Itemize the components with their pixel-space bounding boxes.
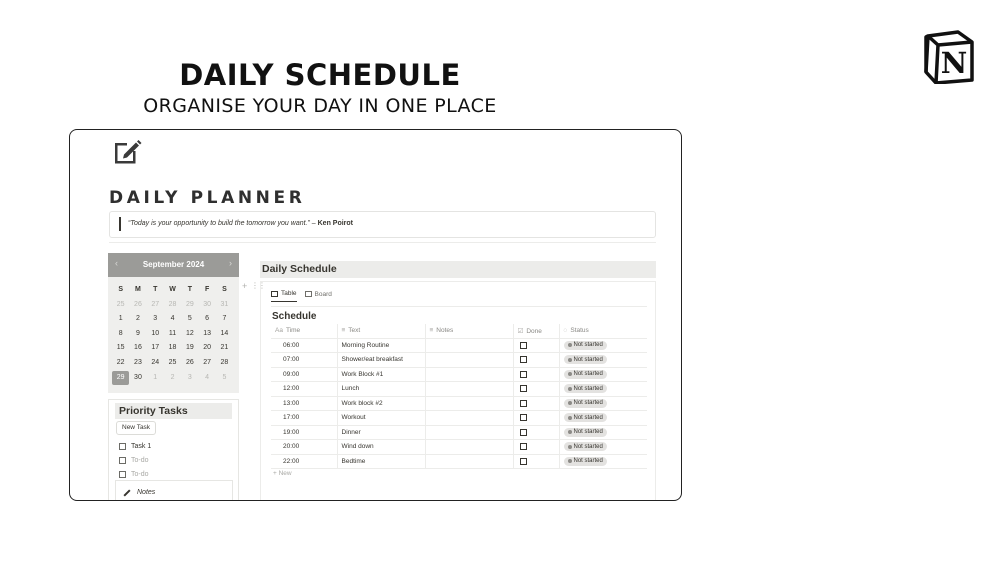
lines-icon: ≡ bbox=[429, 327, 434, 335]
cell-text[interactable]: Morning Routine bbox=[337, 338, 425, 353]
status-badge[interactable]: Not started bbox=[564, 442, 607, 451]
cell-time[interactable]: 20:00 bbox=[271, 440, 337, 455]
table-row[interactable] bbox=[271, 440, 647, 455]
status-badge[interactable]: Not started bbox=[564, 399, 607, 408]
status-badge[interactable]: Not started bbox=[564, 384, 607, 393]
cell-done bbox=[513, 353, 559, 368]
daily-schedule-section bbox=[260, 261, 656, 501]
calendar-day[interactable]: 1 bbox=[118, 315, 123, 323]
board-view-icon bbox=[305, 291, 312, 297]
notes-label: Notes bbox=[123, 489, 155, 496]
calendar-day[interactable]: 26 bbox=[134, 300, 142, 308]
done-checkbox[interactable] bbox=[520, 385, 527, 392]
tab-label: Board bbox=[314, 290, 332, 298]
calendar-day[interactable]: 5 bbox=[187, 315, 192, 323]
cell-text[interactable]: Shower/eat breakfast bbox=[337, 353, 425, 368]
page-title: DAILY PLANNER bbox=[109, 188, 306, 208]
done-checkbox[interactable] bbox=[520, 443, 527, 450]
new-task-button[interactable]: New Task bbox=[116, 421, 156, 435]
cell-notes[interactable] bbox=[425, 338, 513, 353]
calendar-day[interactable]: 5 bbox=[222, 373, 227, 381]
drag-handle-icon[interactable]: ⋮⋮ bbox=[251, 281, 265, 290]
column-header-done[interactable]: ☑ Done bbox=[513, 324, 559, 338]
chevron-right-icon[interactable]: › bbox=[229, 258, 232, 268]
table-row[interactable] bbox=[271, 367, 647, 382]
cell-status[interactable] bbox=[559, 425, 647, 440]
status-dot-icon bbox=[568, 430, 572, 434]
calendar-day[interactable]: 13 bbox=[203, 329, 212, 337]
add-block-icon[interactable]: + bbox=[242, 281, 248, 291]
cell-time[interactable]: 17:00 bbox=[271, 411, 337, 426]
todo-checkbox[interactable] bbox=[119, 443, 126, 450]
status-dot-icon bbox=[568, 459, 572, 463]
calendar-day[interactable]: 28 bbox=[220, 358, 229, 366]
cell-done bbox=[513, 440, 559, 455]
done-checkbox[interactable] bbox=[520, 371, 527, 378]
calendar-day-today[interactable]: 29 bbox=[112, 371, 129, 386]
cell-status[interactable] bbox=[559, 382, 647, 397]
calendar-day[interactable]: 11 bbox=[168, 329, 177, 337]
calendar-day[interactable]: 16 bbox=[134, 344, 142, 352]
column-header-notes[interactable]: ≡ Notes bbox=[425, 324, 513, 338]
cell-status[interactable] bbox=[559, 440, 647, 455]
cell-done bbox=[513, 338, 559, 353]
notion-logo-icon bbox=[922, 28, 976, 84]
weekday-label: F bbox=[204, 286, 210, 293]
todo-item[interactable] bbox=[119, 440, 151, 452]
todo-checkbox[interactable] bbox=[119, 471, 126, 478]
status-dot-icon bbox=[568, 445, 572, 449]
calendar-day[interactable]: 6 bbox=[205, 315, 210, 323]
quote-block[interactable] bbox=[109, 211, 656, 238]
calendar-day[interactable]: 17 bbox=[151, 344, 160, 352]
calendar-widget[interactable] bbox=[108, 253, 239, 393]
weekday-label: M bbox=[135, 286, 141, 293]
todo-label: Task 1 bbox=[131, 442, 152, 450]
cell-time[interactable]: 07:00 bbox=[271, 353, 337, 368]
quote-author: Ken Poirot bbox=[317, 220, 354, 227]
status-badge[interactable]: Not started bbox=[564, 355, 607, 364]
cell-status[interactable] bbox=[559, 353, 647, 368]
weekday-label: T bbox=[187, 286, 192, 293]
calendar-day[interactable]: 8 bbox=[118, 329, 123, 337]
calendar-day[interactable]: 2 bbox=[170, 373, 175, 381]
calendar-day[interactable]: 18 bbox=[168, 344, 177, 352]
calendar-day[interactable]: 4 bbox=[205, 373, 210, 381]
table-row[interactable] bbox=[271, 338, 647, 353]
cell-status[interactable] bbox=[559, 338, 647, 353]
chevron-left-icon[interactable]: ‹ bbox=[115, 258, 118, 268]
calendar-day[interactable]: 30 bbox=[134, 373, 142, 381]
todo-label: To-do bbox=[131, 470, 149, 478]
cell-text[interactable]: Work block #2 bbox=[337, 396, 425, 411]
column-header-text[interactable]: ≡ Text bbox=[337, 324, 425, 338]
new-row-button[interactable]: + New bbox=[273, 470, 292, 477]
tab-label: Table bbox=[281, 290, 297, 297]
cell-done bbox=[513, 367, 559, 382]
text-type-icon: Aa bbox=[275, 327, 283, 335]
cell-time[interactable]: 12:00 bbox=[271, 382, 337, 397]
schedule-table bbox=[271, 324, 647, 469]
cell-text[interactable]: Dinner bbox=[337, 425, 425, 440]
calendar-day[interactable]: 27 bbox=[203, 358, 212, 366]
cell-notes[interactable] bbox=[425, 396, 513, 411]
todo-checkbox[interactable] bbox=[119, 457, 126, 464]
cell-done bbox=[513, 454, 559, 469]
calendar-day[interactable]: 27 bbox=[151, 300, 160, 308]
cell-text[interactable]: Bedtime bbox=[337, 454, 425, 469]
cell-done bbox=[513, 382, 559, 397]
todo-label: To-do bbox=[131, 456, 149, 464]
todo-item[interactable] bbox=[119, 468, 149, 480]
status-dot-icon bbox=[568, 387, 572, 391]
cell-done bbox=[513, 425, 559, 440]
views-divider bbox=[271, 306, 647, 307]
cell-done bbox=[513, 396, 559, 411]
column-header-status[interactable]: ◌ Status bbox=[559, 324, 647, 338]
hero-title: DAILY SCHEDULE bbox=[179, 58, 461, 92]
calendar-day[interactable]: 7 bbox=[222, 315, 227, 323]
calendar-day[interactable]: 31 bbox=[220, 300, 229, 308]
table-row[interactable] bbox=[271, 411, 647, 426]
status-badge[interactable]: Not started bbox=[564, 370, 607, 379]
database-title[interactable]: Schedule bbox=[272, 311, 317, 322]
calendar-day[interactable]: 23 bbox=[134, 358, 142, 366]
calendar-day[interactable]: 2 bbox=[135, 315, 140, 323]
calendar-header bbox=[108, 253, 239, 277]
cell-time[interactable]: 19:00 bbox=[271, 425, 337, 440]
weekday-label: W bbox=[169, 286, 176, 293]
status-dot-icon bbox=[568, 343, 572, 347]
table-row[interactable] bbox=[271, 353, 647, 368]
calendar-day[interactable]: 3 bbox=[187, 373, 192, 381]
status-dot-icon bbox=[568, 372, 572, 376]
quote-bar bbox=[119, 217, 121, 231]
column-header-time[interactable]: Aa Time bbox=[271, 324, 337, 338]
schedule-database bbox=[260, 281, 656, 501]
cell-notes[interactable] bbox=[425, 454, 513, 469]
calendar-day[interactable]: 1 bbox=[153, 373, 158, 381]
divider bbox=[109, 242, 656, 243]
weekday-label: S bbox=[222, 286, 227, 293]
calendar-day[interactable]: 29 bbox=[185, 300, 194, 308]
notes-block[interactable] bbox=[115, 480, 233, 501]
calendar-day[interactable]: 25 bbox=[116, 300, 125, 308]
checkbox-icon: ☑ bbox=[517, 327, 524, 335]
cell-status[interactable] bbox=[559, 367, 647, 382]
quote-text: “Today is your opportunity to build the tomorrow you want.” – Ken Poirot bbox=[128, 220, 354, 227]
cell-time[interactable]: 13:00 bbox=[271, 396, 337, 411]
calendar-grid bbox=[108, 277, 239, 385]
done-checkbox[interactable] bbox=[520, 414, 527, 421]
status-dot-icon bbox=[568, 358, 572, 362]
done-checkbox[interactable] bbox=[520, 429, 527, 436]
calendar-day[interactable]: 12 bbox=[185, 329, 194, 337]
cell-notes[interactable] bbox=[425, 353, 513, 368]
cell-time[interactable]: 06:00 bbox=[271, 338, 337, 353]
calendar-day[interactable]: 20 bbox=[203, 344, 212, 352]
hero-subtitle: ORGANISE YOUR DAY IN ONE PLACE bbox=[143, 95, 497, 117]
tab-board[interactable] bbox=[305, 290, 332, 302]
cell-notes[interactable] bbox=[425, 382, 513, 397]
cell-text[interactable]: Wind down bbox=[337, 440, 425, 455]
calendar-day[interactable]: 22 bbox=[116, 358, 125, 366]
cell-notes[interactable] bbox=[425, 440, 513, 455]
done-checkbox[interactable] bbox=[520, 342, 527, 349]
table-row[interactable] bbox=[271, 396, 647, 411]
calendar-day[interactable]: 14 bbox=[220, 329, 229, 337]
calendar-day[interactable]: 4 bbox=[170, 315, 175, 323]
calendar-day[interactable]: 28 bbox=[168, 300, 177, 308]
cell-notes[interactable] bbox=[425, 367, 513, 382]
calendar-day[interactable]: 15 bbox=[116, 344, 125, 352]
cell-time[interactable]: 09:00 bbox=[271, 367, 337, 382]
table-row[interactable] bbox=[271, 454, 647, 469]
notion-page-window bbox=[69, 129, 682, 501]
calendar-day[interactable]: 9 bbox=[135, 329, 140, 337]
cell-done bbox=[513, 411, 559, 426]
todo-item[interactable] bbox=[119, 454, 149, 466]
edit-icon bbox=[112, 136, 142, 166]
calendar-day[interactable]: 19 bbox=[185, 344, 194, 352]
logo-letter: N bbox=[940, 46, 968, 80]
table-row[interactable] bbox=[271, 382, 647, 397]
weekday-label: S bbox=[118, 286, 123, 293]
status-badge[interactable]: Not started bbox=[564, 413, 607, 422]
calendar-day[interactable]: 24 bbox=[151, 358, 160, 366]
priority-tasks-panel bbox=[108, 399, 239, 501]
done-checkbox[interactable] bbox=[520, 458, 527, 465]
table-view-icon bbox=[271, 291, 278, 297]
weekday-label: T bbox=[153, 286, 158, 293]
done-checkbox[interactable] bbox=[520, 400, 527, 407]
status-badge[interactable]: Not started bbox=[564, 457, 607, 466]
view-tabs bbox=[271, 290, 332, 302]
status-badge[interactable]: Not started bbox=[564, 428, 607, 437]
cell-status[interactable] bbox=[559, 411, 647, 426]
calendar-day[interactable]: 21 bbox=[220, 344, 229, 352]
calendar-month: September 2024 bbox=[142, 260, 205, 269]
calendar-day[interactable]: 26 bbox=[185, 358, 194, 366]
cell-status[interactable] bbox=[559, 454, 647, 469]
lines-icon: ≡ bbox=[341, 327, 346, 335]
calendar-day[interactable]: 10 bbox=[151, 329, 160, 337]
cell-notes[interactable] bbox=[425, 425, 513, 440]
cell-text[interactable]: Work Block #1 bbox=[337, 367, 425, 382]
done-checkbox[interactable] bbox=[520, 356, 527, 363]
daily-schedule-title: Daily Schedule bbox=[260, 261, 656, 278]
status-dot-icon bbox=[568, 401, 572, 405]
pencil-icon bbox=[123, 489, 130, 496]
cell-time[interactable]: 22:00 bbox=[271, 454, 337, 469]
cell-text[interactable]: Workout bbox=[337, 411, 425, 426]
table-row[interactable] bbox=[271, 425, 647, 440]
calendar-day[interactable]: 25 bbox=[168, 358, 177, 366]
cell-status[interactable] bbox=[559, 396, 647, 411]
calendar-day[interactable]: 30 bbox=[203, 300, 212, 308]
cell-text[interactable]: Lunch bbox=[337, 382, 425, 397]
status-icon: ◌ bbox=[563, 327, 568, 335]
status-dot-icon bbox=[568, 416, 572, 420]
calendar-day[interactable]: 3 bbox=[153, 315, 158, 323]
tab-table[interactable] bbox=[271, 290, 297, 302]
cell-notes[interactable] bbox=[425, 411, 513, 426]
priority-tasks-title: Priority Tasks bbox=[115, 403, 232, 419]
status-badge[interactable]: Not started bbox=[564, 341, 607, 350]
